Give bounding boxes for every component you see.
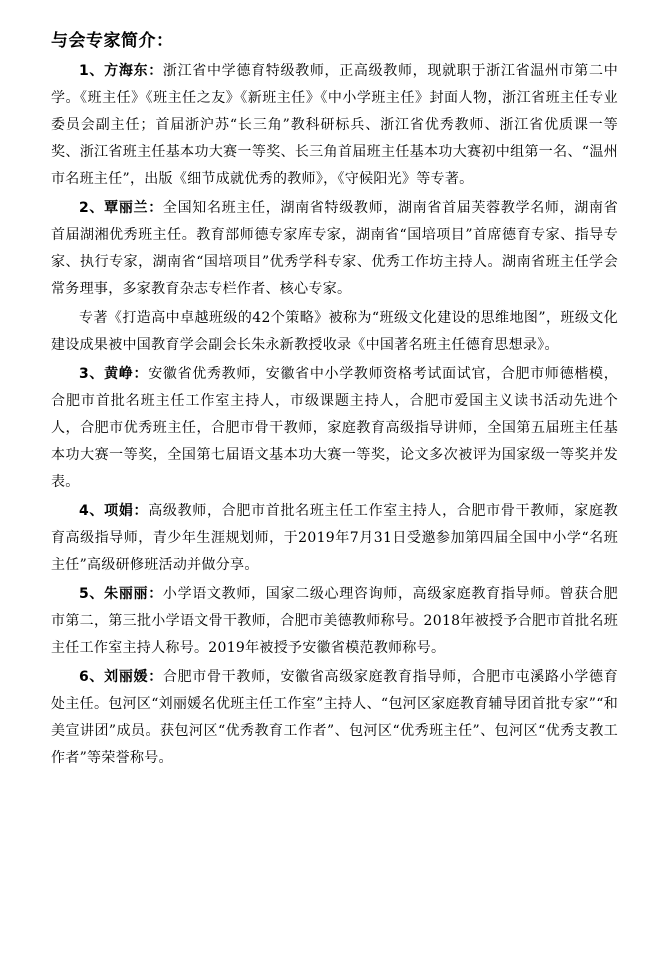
expert-paragraph-4 [51, 498, 618, 579]
expert-desc-4: 高级教师，合肥市首批名班主任工作室主持人，合肥市骨干教师，家庭教育高级指导师，青少年生涯规划师，于2019年7月31日受邀参加第四届全国中小学“名班主任”高级研修班活动并做分享。 [51, 503, 618, 573]
expert-paragraph-1 [51, 58, 618, 193]
expert-desc-6: 合肥市骨干教师，安徽省高级家庭教育指导师，合肥市屯溪路小学德育处主任。包河区“刘丽媛名优班主任工作室”主持人、“包河区家庭教育辅导团首批专家”“和美宣讲团”成员。获包河区“优秀教育工作者”、包河区“优秀班主任”、包河区“优秀支教工作者”等荣誉称号。 [51, 669, 618, 766]
expert-name-2: 2、覃丽兰： [79, 200, 163, 216]
expert-paragraph-6 [51, 664, 618, 772]
expert-paragraph-3 [51, 361, 618, 496]
expert-name-5: 5、朱丽丽： [79, 586, 163, 602]
expert-name-6: 6、刘丽媛： [79, 669, 163, 685]
expert-paragraph-2 [51, 195, 618, 303]
expert-desc-1: 浙江省中学德育特级教师，正高级教师，现就职于浙江省温州市第二中学。《班主任》《班主任之友》《新班主任》《中小学班主任》封面人物，浙江省班主任专业委员会副主任；首届浙沪苏“长三角”教科研标兵、浙江省优秀教师、浙江省优质课一等奖、浙江省班主任基本功大赛一等奖、长三角首届班主任基本功大赛初中组第一名、“温州市名班主任”，出版《细节成就优秀的教师》，《守候阳光》等专著。 [51, 63, 618, 187]
expert-name-1: 1、方海东： [79, 63, 163, 79]
expert-desc-3: 安徽省优秀教师，安徽省中小学教师资格考试面试官，合肥市师德楷模，合肥市首批名班主任工作室主持人，市级课题主持人，合肥市爱国主义读书活动先进个人，合肥市优秀班主任，合肥市骨干教师，家庭教育高级指导讲师，全国第五届班主任基本功大赛一等奖，全国第七届语文基本功大赛一等奖，论文多次被评为国家级一等奖并发表。 [51, 366, 618, 490]
expert-paragraph-2-extra: 专著《打造高中卓越班级的42个策略》被称为“班级文化建设的思维地图”，班级文化建设成果被中国教育学会副会长朱永新教授收录《中国著名班主任德育思想录》。 [51, 310, 618, 353]
expert-paragraph-5 [51, 581, 618, 662]
expert-name-3: 3、黄峥： [79, 366, 149, 382]
expert-name-4: 4、项娟： [79, 503, 149, 519]
expert-desc-5: 小学语文教师，国家二级心理咨询师，高级家庭教育指导师。曾获合肥市第二，第三批小学语文骨干教师，合肥市美德教师称号。2018年被授予合肥市首批名班主任工作室主持人称号。2019年被授予安徽省模范教师称号。 [51, 586, 618, 656]
expert-desc-2: 全国知名班主任，湖南省特级教师，湖南省首届芙蓉教学名师，湖南省首届湖湘优秀班主任。教育部师德专家库专家，湖南省“国培项目”首席德育专家、指导专家、执行专家，湖南省“国培项目”优秀学科专家、优秀工作坊主持人。湖南省班主任学会常务理事，多家教育杂志专栏作者、核心专家。 [51, 200, 618, 297]
document-title: 与会专家简介： [51, 31, 174, 51]
